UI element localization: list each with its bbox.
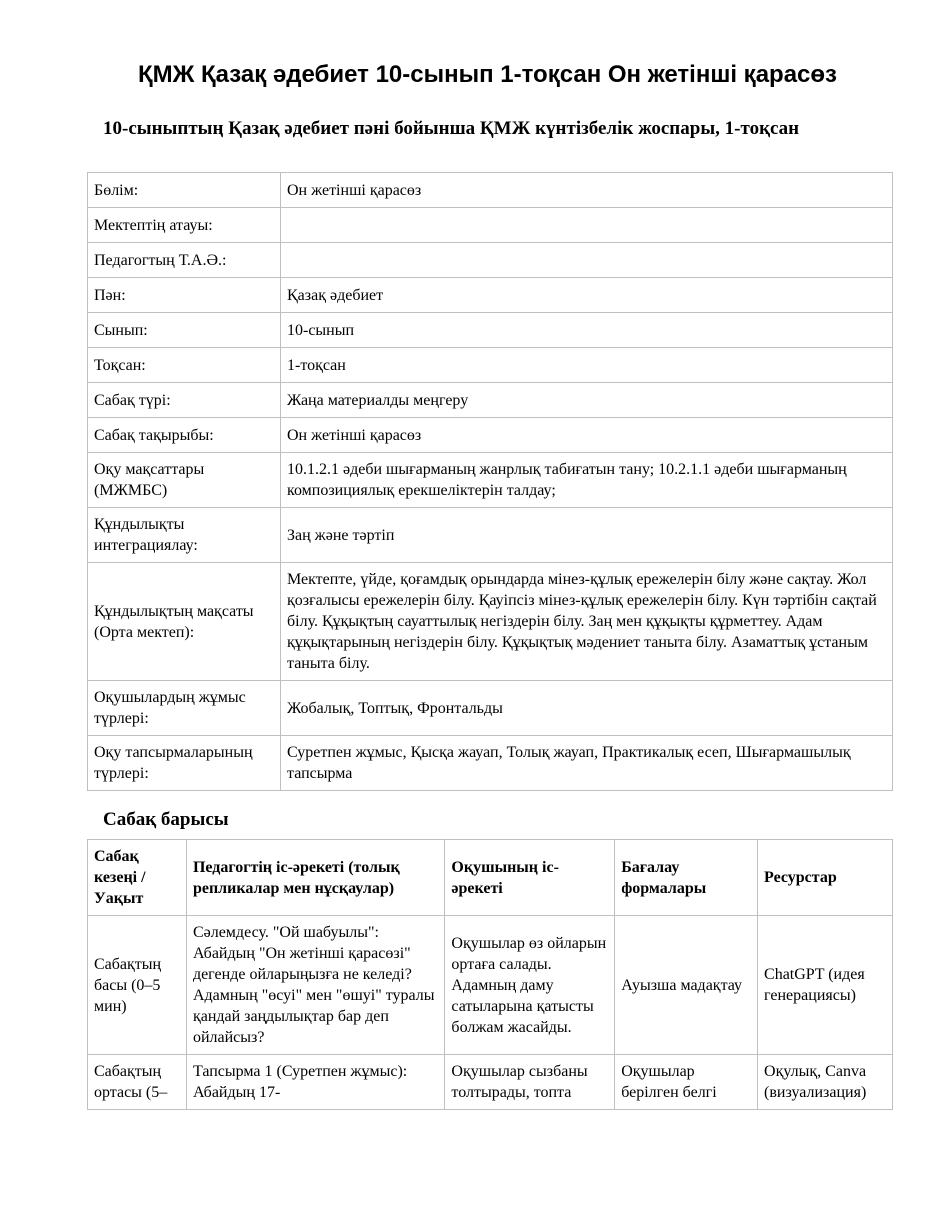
info-label: Пән: bbox=[88, 278, 281, 313]
lesson-table bbox=[87, 839, 893, 1110]
lesson-header-cell: Ресурстар bbox=[758, 840, 893, 916]
info-table bbox=[87, 172, 893, 791]
info-value: Он жетінші қарасөз bbox=[281, 418, 893, 453]
info-row bbox=[88, 508, 893, 563]
info-label: Құндылықтың мақсаты (Орта мектеп): bbox=[88, 563, 281, 681]
info-row bbox=[88, 173, 893, 208]
lesson-header-cell: Бағалау формалары bbox=[615, 840, 758, 916]
lesson-cell: Оқушылар өз ойларын ортаға салады. Адамның даму сатыларына қатысты болжам жасайды. bbox=[445, 916, 615, 1055]
lesson-header-cell: Педагогтің іс-әрекеті (толық репликалар мен нұсқаулар) bbox=[186, 840, 444, 916]
lesson-header-row bbox=[88, 840, 893, 916]
lesson-cell: ChatGPT (идея генерациясы) bbox=[758, 916, 893, 1055]
info-row bbox=[88, 563, 893, 681]
info-value: Мектепте, үйде, қоғамдық орындарда мінез-құлық ережелерін білу және сақтау. Жол қозғалысы ережелерін білу. Қауіпсіз мінез-құлық ережелерін білу. Күн тәртібін сақтай білу. Құқықтың сауаттылық негіздерін білу. Заң мен құқықты құрметтеу. Адам құқықтарының негіздерін білу. Құқықтық мәдениет таныта білу. Азаматтық ұстаным таныта білу. bbox=[281, 563, 893, 681]
info-value: Он жетінші қарасөз bbox=[281, 173, 893, 208]
lesson-header-cell: Сабақ кезеңі / Уақыт bbox=[88, 840, 187, 916]
info-row bbox=[88, 383, 893, 418]
info-label: Оқу мақсаттары (МЖМБС) bbox=[88, 453, 281, 508]
info-row bbox=[88, 278, 893, 313]
info-label: Сабақ тақырыбы: bbox=[88, 418, 281, 453]
info-row bbox=[88, 243, 893, 278]
lesson-cell: Сабақтың ортасы (5– bbox=[88, 1055, 187, 1110]
info-value: Жаңа материалды меңгеру bbox=[281, 383, 893, 418]
plan-heading: 10-сыныптың Қазақ әдебиет пәні бойынша ҚМЖ күнтізбелік жоспары, 1-тоқсан bbox=[103, 118, 800, 139]
info-value: Жобалық, Топтық, Фронтальды bbox=[281, 681, 893, 736]
info-label: Педагогтың Т.А.Ә.: bbox=[88, 243, 281, 278]
info-row bbox=[88, 313, 893, 348]
info-value: 10.1.2.1 әдеби шығарманың жанрлық табиғатын тану; 10.2.1.1 әдеби шығарманың композициялық ерекшеліктерін талдау; bbox=[281, 453, 893, 508]
info-value: Суретпен жұмыс, Қысқа жауап, Толық жауап, Практикалық есеп, Шығармашылық тапсырма bbox=[281, 736, 893, 791]
info-value: Заң және тәртіп bbox=[281, 508, 893, 563]
info-label: Мектептің атауы: bbox=[88, 208, 281, 243]
lesson-row bbox=[88, 916, 893, 1055]
lesson-heading: Сабақ барысы bbox=[103, 809, 229, 830]
info-label: Бөлім: bbox=[88, 173, 281, 208]
lesson-row bbox=[88, 1055, 893, 1110]
info-value bbox=[281, 208, 893, 243]
lesson-cell: Ауызша мадақтау bbox=[615, 916, 758, 1055]
lesson-cell: Оқушылар берілген белгі bbox=[615, 1055, 758, 1110]
info-label: Тоқсан: bbox=[88, 348, 281, 383]
info-label: Сынып: bbox=[88, 313, 281, 348]
lesson-header-cell: Оқушының іс-әрекеті bbox=[445, 840, 615, 916]
info-row bbox=[88, 208, 893, 243]
info-label: Құндылықты интеграциялау: bbox=[88, 508, 281, 563]
page-title: ҚМЖ Қазақ әдебиет 10-сынып 1-тоқсан Он жетінші қарасөз bbox=[138, 61, 837, 88]
lesson-cell: Сәлемдесу. "Ой шабуылы": Абайдың "Он жетінші қарасөзі" дегенде ойларыңызға не келеді? Адамның "өсуі" мен "өшуі" туралы қандай заңдылықтар бар деп ойлайсыз? bbox=[186, 916, 444, 1055]
lesson-cell: Тапсырма 1 (Суретпен жұмыс): Абайдың 17- bbox=[186, 1055, 444, 1110]
info-row bbox=[88, 681, 893, 736]
info-value: 10-сынып bbox=[281, 313, 893, 348]
info-row bbox=[88, 453, 893, 508]
info-row bbox=[88, 418, 893, 453]
info-value bbox=[281, 243, 893, 278]
lesson-cell: Оқулық, Canva (визуализация) bbox=[758, 1055, 893, 1110]
info-row bbox=[88, 348, 893, 383]
info-label: Сабақ түрі: bbox=[88, 383, 281, 418]
lesson-cell: Сабақтың басы (0–5 мин) bbox=[88, 916, 187, 1055]
info-label: Оқу тапсырмаларының түрлері: bbox=[88, 736, 281, 791]
info-label: Оқушылардың жұмыс түрлері: bbox=[88, 681, 281, 736]
info-value: 1-тоқсан bbox=[281, 348, 893, 383]
lesson-cell: Оқушылар сызбаны толтырады, топта bbox=[445, 1055, 615, 1110]
info-row bbox=[88, 736, 893, 791]
info-value: Қазақ әдебиет bbox=[281, 278, 893, 313]
